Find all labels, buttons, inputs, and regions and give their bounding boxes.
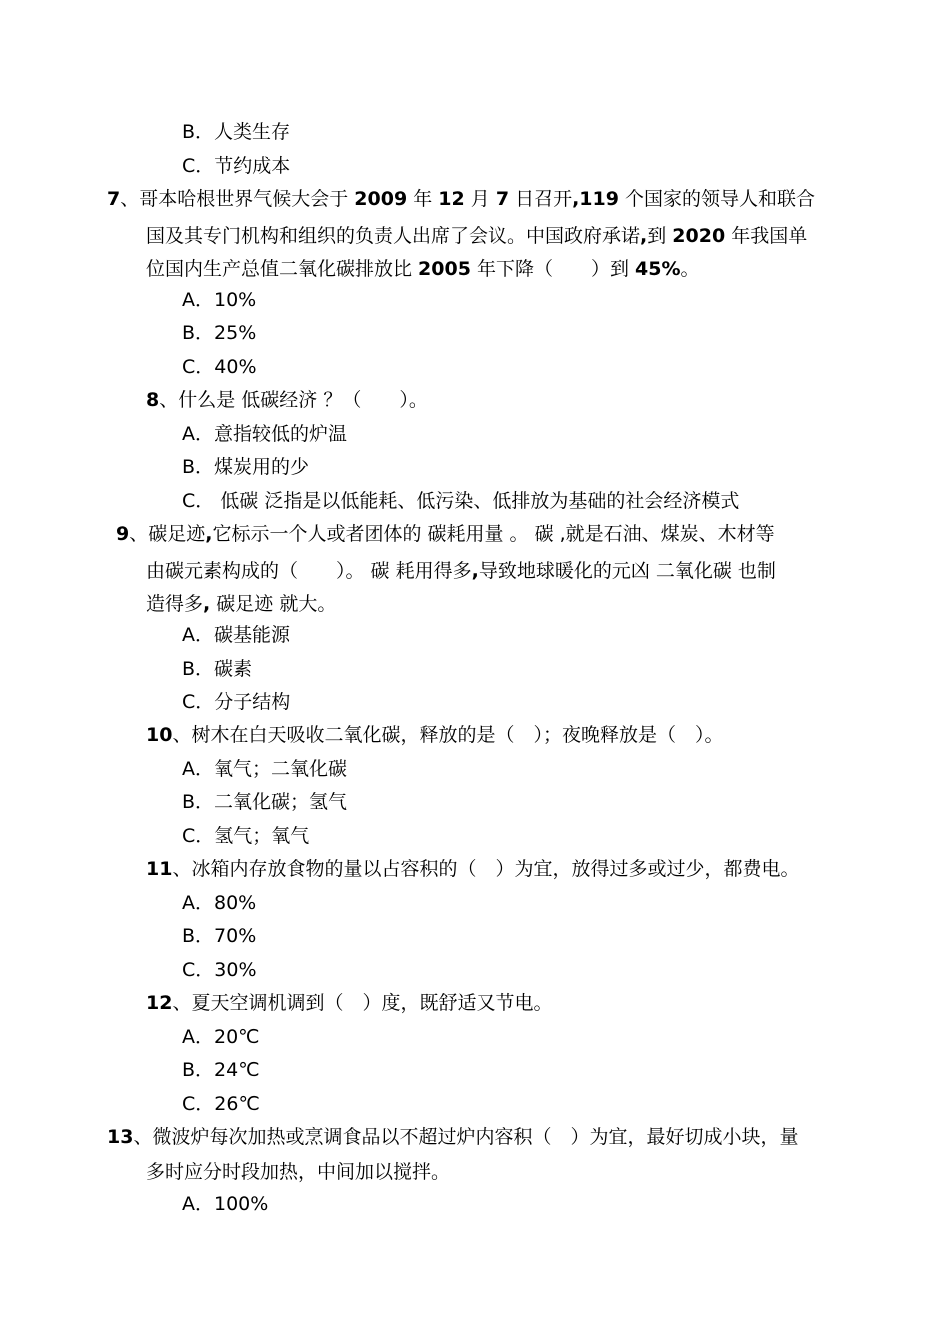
q13-stem-line-2: 多时应分时段加热，中间加以搅拌。 [146, 1161, 451, 1183]
q9-option-a: A．碳基能源 [182, 624, 290, 646]
q10-option-b: B．二氧化碳；氢气 [182, 791, 348, 813]
q7-stem-line-3: 位国内生产总值二氧化碳排放比 2005 年下降（ ）到 45%。 [146, 258, 700, 280]
q9-stem-line-3: 造得多, 碳足迹 就大。 [146, 593, 337, 615]
q7-stem-line-2: 国及其专门机构和组织的负责人出席了会议。中国政府承诺,到 2020 年我国单 [146, 225, 808, 247]
q8-option-c: C． 低碳 泛指是以低能耗、低污染、低排放为基础的社会经济模式 [182, 490, 740, 512]
q10-option-a: A．氧气；二氧化碳 [182, 758, 347, 780]
q12-option-c: C．26℃ [182, 1093, 260, 1115]
q7-option-b: B．25% [182, 322, 257, 344]
q12-stem: 12、夏天空调机调到（ ）度，既舒适又节电。 [146, 992, 553, 1014]
q12-option-b: B．24℃ [182, 1059, 260, 1081]
q10-stem: 10、树木在白天吸收二氧化碳，释放的是（ ）；夜晚释放是（ ）。 [146, 724, 724, 746]
q9-stem-line-2: 由碳元素构成的（ ）。 碳 耗用得多,导致地球暖化的元凶 二氧化碳 也制 [146, 560, 776, 582]
q7-option-c: C．40% [182, 356, 257, 378]
q8-stem: 8、什么是 低碳经济 ？（ ）。 [146, 389, 428, 411]
q10-option-c: C．氢气；氧气 [182, 825, 310, 847]
q7-stem-line-1: 7、哥本哈根世界气候大会于 2009 年 12 月 7 日召开,119 个国家的领导人和联合 [107, 188, 816, 210]
q8-option-b: B．煤炭用的少 [182, 456, 310, 478]
q13-stem-line-1: 13、微波炉每次加热或烹调食品以不超过炉内容积（ ）为宜，最好切成小块，量 [107, 1126, 799, 1148]
q11-stem: 11、冰箱内存放食物的量以占容积的（ ）为宜，放得过多或过少，都费电。 [146, 858, 800, 880]
q9-option-c: C．分子结构 [182, 691, 291, 713]
q11-option-c: C．30% [182, 959, 257, 981]
q9-option-b: B．碳素 [182, 658, 253, 680]
q9-stem-line-1: 9、碳足迹,它标示一个人或者团体的 碳耗用量 。 碳 ,就是石油、煤炭、木材等 [116, 523, 775, 545]
q6-option-c: C．节约成本 [182, 155, 291, 177]
q11-option-a: A．80% [182, 892, 257, 914]
q7-option-a: A．10% [182, 289, 257, 311]
q8-option-a: A．意指较低的炉温 [182, 423, 347, 445]
q11-option-b: B．70% [182, 925, 257, 947]
q12-option-a: A．20℃ [182, 1026, 260, 1048]
q6-option-b: B．人类生存 [182, 121, 291, 143]
q13-option-a: A．100% [182, 1193, 269, 1215]
